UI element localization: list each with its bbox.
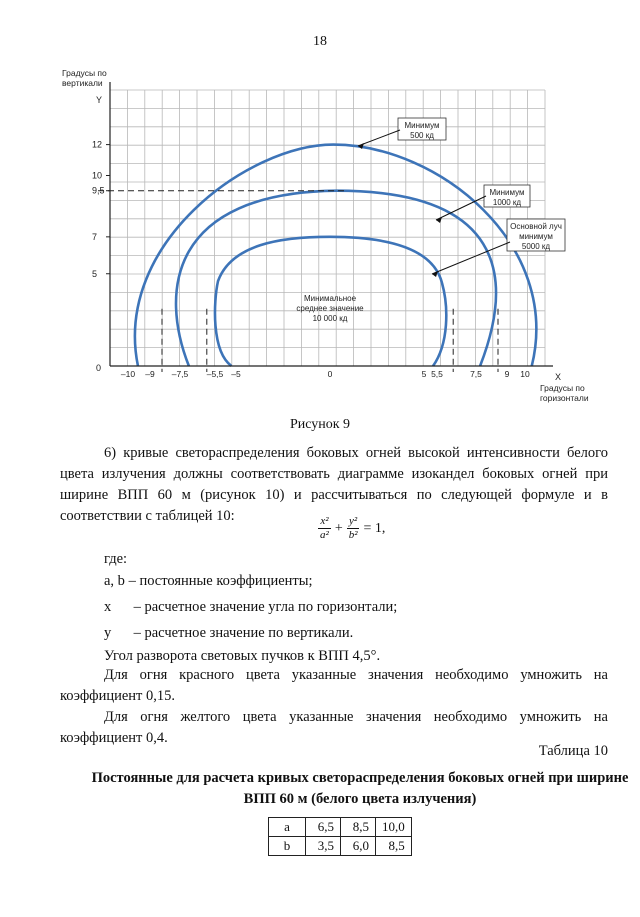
formula-rhs: = 1,: [363, 520, 386, 536]
x-numerator: x²: [320, 515, 329, 527]
annotation-5000cd-arrow: [432, 242, 510, 274]
y-tick-label: 7: [92, 231, 98, 242]
where-label: где:: [104, 551, 128, 567]
item-6-paragraph: 6) кривые светораспределения боковых огней высокой интенсивности белого цвета излучения должны соответствовать диаграмме изокандел боковых огней при ширине ВПП 60 м (рисунок 10) и рассчитываться по следующей формуле и в соответствии с таблицей 10:: [60, 445, 608, 524]
annotation-1000cd-text: 1000 кд: [492, 198, 522, 207]
y-axis-title-line2: вертикали: [62, 78, 103, 88]
def-x-text: – расчетное значение угла по горизонтали;: [130, 599, 398, 615]
def-ab: [104, 573, 313, 590]
row-label-a: a: [269, 818, 306, 837]
x-denominator: a²: [320, 529, 329, 541]
annotation-500cd-arrow: [358, 130, 400, 146]
def-x: [104, 599, 397, 616]
annotation-500cd-text: 500 кд: [410, 131, 434, 140]
y-axis-letter: Y: [96, 95, 103, 105]
yellow-light-paragraph: Для огня желтого цвета указанные значения необходимо умножить на коэффициент 0,4.: [60, 709, 608, 746]
y-axis-title-line1: Градусы по: [62, 68, 107, 78]
x-tick-label: –9: [145, 369, 155, 379]
y-tick-label: 9,5: [92, 185, 105, 196]
row-label-b: b: [269, 837, 306, 856]
y-fraction: [347, 515, 360, 542]
table-cell: 10,0: [376, 818, 412, 837]
y-tick-label: 5: [92, 268, 98, 279]
table-cell: 6,0: [341, 837, 376, 856]
table-reference: Таблица 10: [538, 743, 608, 759]
y-denominator: b²: [348, 529, 358, 541]
figure-caption: Рисунок 9: [289, 417, 351, 432]
table-cell: 6,5: [306, 818, 341, 837]
x-tick-label: 0: [327, 369, 333, 379]
x-tick-label: 10: [520, 369, 530, 379]
def-y: [104, 625, 353, 642]
def-y-text: – расчетное значение по вертикали.: [130, 625, 354, 641]
x-fraction: [318, 515, 331, 542]
def-x-symbol: x: [104, 599, 112, 615]
annotation-center-text: 10 000 кд: [312, 314, 348, 323]
y-tick-label: 10: [92, 170, 103, 181]
coefficients-table: [268, 817, 412, 856]
annotation-1000cd-arrowhead: [436, 217, 442, 223]
origin-label: 0: [96, 363, 102, 373]
annotation-5000cd-text: Основной луч: [510, 222, 562, 231]
annotation-center-text: среднее значение: [296, 304, 364, 313]
x-tick-label: –5,5: [206, 369, 224, 379]
red-light-paragraph: Для огня красного цвета указанные значения необходимо умножить на коэффициент 0,15.: [60, 667, 608, 704]
table-cell: 8,5: [341, 818, 376, 837]
x-tick-label: –7,5: [171, 369, 189, 379]
annotation-500cd-text: Минимум: [404, 121, 440, 130]
x-tick-label: –10: [120, 369, 136, 379]
chart-grid: [110, 90, 545, 366]
annotation-1000cd-arrow: [436, 196, 486, 220]
x-tick-label: 7,5: [470, 369, 482, 379]
reference-lines: [98, 191, 498, 372]
table-row: [269, 818, 412, 837]
angle-paragraph: Угол разворота световых пучков к ВПП 4,5°.: [104, 648, 381, 664]
page-number: 18: [313, 34, 327, 49]
x-tick-label: 5,5: [431, 369, 443, 379]
table-cell: 3,5: [306, 837, 341, 856]
y-tick-label: 12: [92, 139, 103, 150]
x-tick-label: 5: [421, 369, 427, 379]
def-ab-symbol: a, b: [104, 573, 125, 589]
table-cell: 8,5: [376, 837, 412, 856]
x-axis-letter: X: [555, 372, 562, 382]
table-title: Постоянные для расчета кривых светораспределения боковых огней при ширине ВПП 60 м (белого цвета излучения): [91, 770, 629, 807]
isocandela-figure: [0, 0, 640, 415]
plus-sign: +: [334, 520, 343, 536]
x-tick-label: –5: [231, 369, 241, 379]
annotation-1000cd-text: Минимум: [489, 188, 525, 197]
ellipse-formula: [318, 515, 385, 542]
def-ab-text: – постоянные коэффициенты;: [124, 573, 313, 589]
annotation-5000cd-text: 5000 кд: [521, 242, 551, 251]
x-axis-title-line1: Градусы по: [540, 383, 585, 393]
y-numerator: y²: [349, 515, 358, 527]
x-tick-label: 9: [504, 369, 510, 379]
annotation-center-text: Минимальное: [303, 294, 357, 303]
def-y-symbol: y: [104, 625, 112, 641]
x-axis-title-line2: горизонтали: [540, 393, 589, 403]
table-row: [269, 837, 412, 856]
annotation-5000cd-text: минимум: [519, 232, 553, 241]
